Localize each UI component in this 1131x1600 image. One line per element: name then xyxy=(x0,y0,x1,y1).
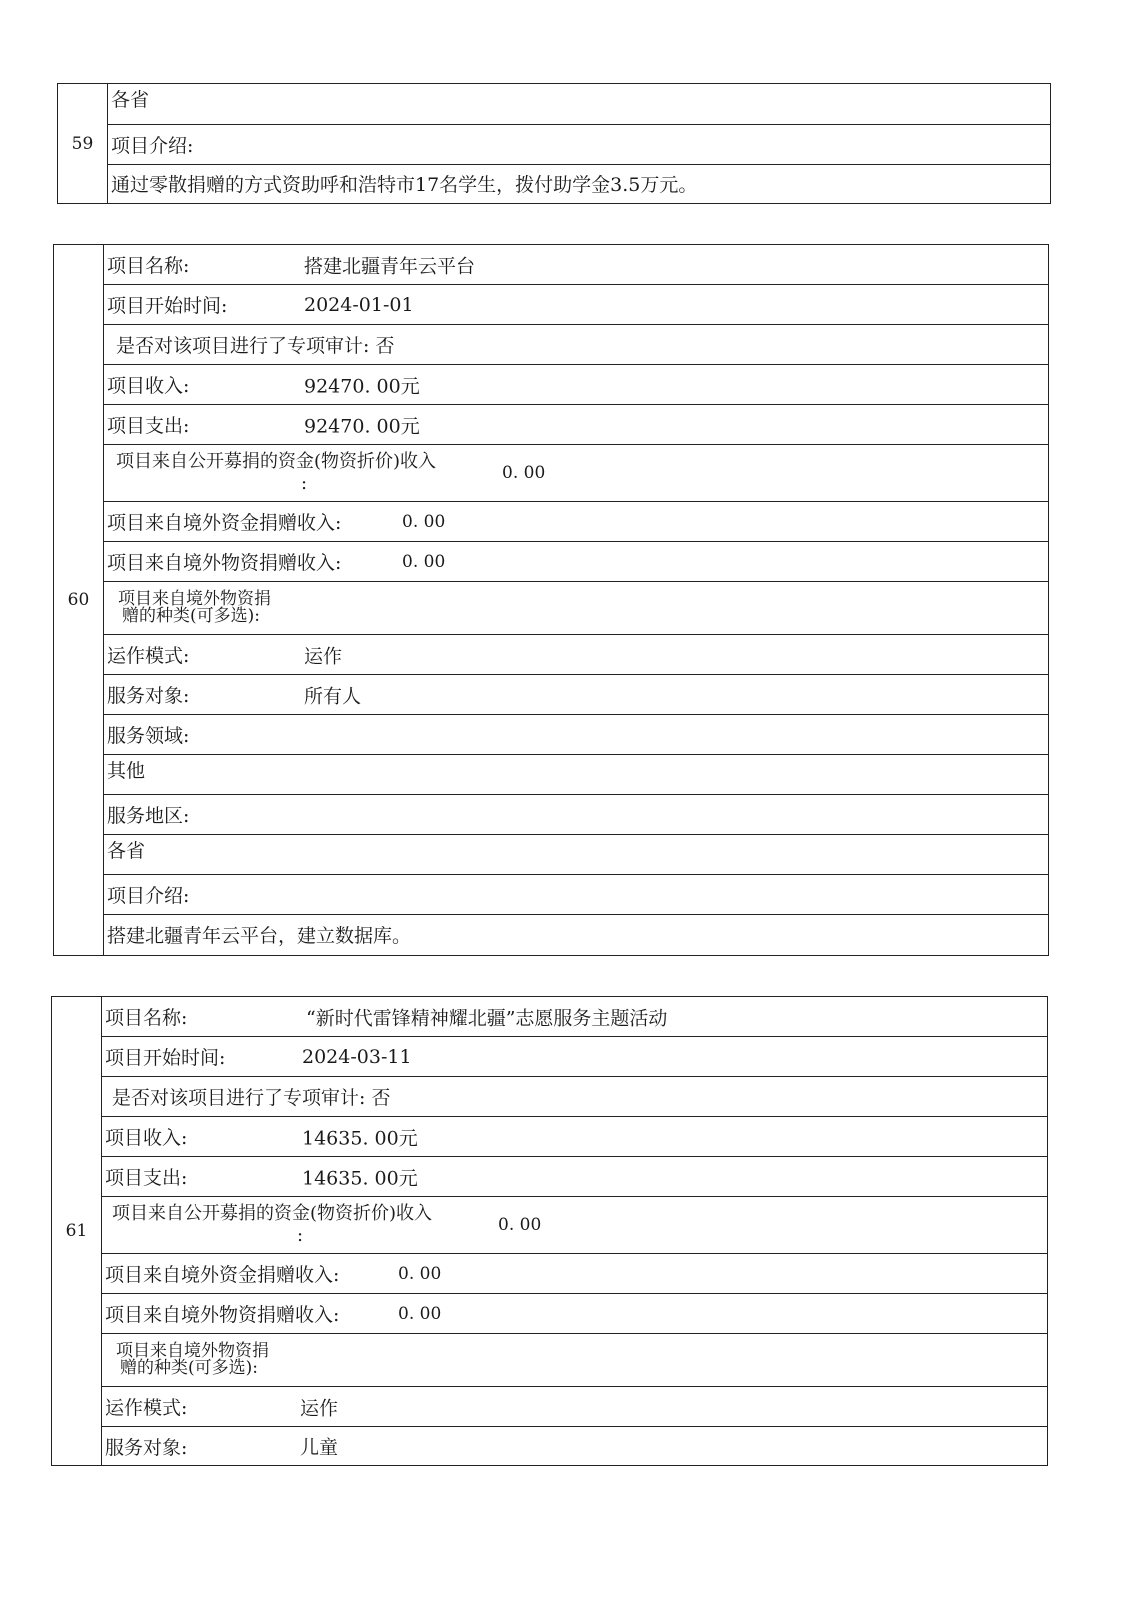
income-value: 14635. 00元 xyxy=(302,1127,418,1149)
expense-value: 92470. 00元 xyxy=(304,415,420,437)
start-time-row xyxy=(102,1037,1047,1077)
public-fund-value: 0. 00 xyxy=(498,1215,542,1235)
service-target-value: 所有人 xyxy=(304,685,362,707)
foreign-fund-value: 0. 00 xyxy=(402,511,446,532)
service-field-value-row xyxy=(104,755,1048,795)
income-label: 项目收入: xyxy=(105,1127,188,1149)
foreign-goods-row xyxy=(102,1294,1047,1334)
audit-row xyxy=(104,325,1048,365)
intro-label: 项目介绍: xyxy=(111,135,194,157)
project-61-table xyxy=(51,996,1048,1466)
audit-row xyxy=(102,1077,1047,1117)
public-fund-label: 项目来自公开募捐的资金(物资折价)收入 xyxy=(112,1203,433,1224)
project-name-value: 搭建北疆青年云平台 xyxy=(304,255,476,277)
foreign-fund-label: 项目来自境外资金捐赠收入: xyxy=(107,512,342,534)
service-region-value: 各省 xyxy=(107,840,146,862)
expense-label: 项目支出: xyxy=(107,415,190,437)
operation-mode-label: 运作模式: xyxy=(107,645,190,667)
intro-text-row xyxy=(104,915,1048,954)
intro-label-row xyxy=(108,125,1050,165)
goods-type-label-line1: 项目来自境外物资捐 xyxy=(118,589,271,609)
start-time-label: 项目开始时间: xyxy=(105,1047,226,1069)
service-field-value: 其他 xyxy=(107,760,146,782)
service-field-label: 服务领域: xyxy=(107,725,190,747)
foreign-fund-row xyxy=(104,502,1048,542)
foreign-fund-label: 项目来自境外资金捐赠收入: xyxy=(105,1264,340,1286)
goods-type-row xyxy=(104,582,1048,635)
project-number: 59 xyxy=(58,84,108,203)
service-target-row xyxy=(104,675,1048,715)
service-region-value-row xyxy=(108,84,1050,125)
project-name-label: 项目名称: xyxy=(105,1007,188,1029)
service-region-label: 服务地区: xyxy=(107,805,190,827)
public-fund-value: 0. 00 xyxy=(502,463,546,483)
expense-row xyxy=(104,405,1048,445)
service-region-value-row xyxy=(104,835,1048,875)
service-target-label: 服务对象: xyxy=(107,685,190,707)
project-name-row xyxy=(104,245,1048,285)
operation-mode-value: 运作 xyxy=(300,1397,339,1419)
operation-mode-label: 运作模式: xyxy=(105,1397,188,1419)
operation-mode-row xyxy=(104,635,1048,675)
start-time-value: 2024-03-11 xyxy=(302,1045,412,1068)
foreign-goods-value: 0. 00 xyxy=(398,1303,442,1324)
service-region-label-row xyxy=(104,795,1048,835)
project-60-table xyxy=(53,244,1049,956)
project-number: 61 xyxy=(52,997,102,1465)
goods-type-row xyxy=(102,1334,1047,1387)
project-number: 60 xyxy=(54,245,104,955)
project-name-row xyxy=(102,997,1047,1037)
service-target-label: 服务对象: xyxy=(105,1436,188,1459)
public-fund-colon: : xyxy=(301,473,308,494)
expense-value: 14635. 00元 xyxy=(302,1167,418,1189)
intro-text: 通过零散捐赠的方式资助呼和浩特市17名学生，拨付助学金3.5万元。 xyxy=(111,174,698,196)
income-label: 项目收入: xyxy=(107,375,190,397)
foreign-goods-label: 项目来自境外物资捐赠收入: xyxy=(107,552,342,574)
public-fund-colon: : xyxy=(297,1225,304,1246)
intro-label: 项目介绍: xyxy=(107,885,190,907)
public-fund-row xyxy=(104,445,1048,502)
expense-row xyxy=(102,1157,1047,1197)
service-region-value: 各省 xyxy=(111,89,150,111)
service-field-label-row xyxy=(104,715,1048,755)
audit-text: 是否对该项目进行了专项审计: 否 xyxy=(116,335,395,357)
audit-text: 是否对该项目进行了专项审计: 否 xyxy=(112,1087,391,1109)
income-row xyxy=(104,365,1048,405)
income-row xyxy=(102,1117,1047,1157)
service-target-row xyxy=(102,1427,1047,1465)
start-time-label: 项目开始时间: xyxy=(107,295,228,317)
intro-label-row xyxy=(104,875,1048,915)
project-name-label: 项目名称: xyxy=(107,255,190,277)
goods-type-label-line1: 项目来自境外物资捐 xyxy=(116,1341,269,1361)
intro-text-row xyxy=(108,165,1050,202)
project-59-table xyxy=(57,83,1051,204)
project-name-value: “新时代雷锋精神耀北疆”志愿服务主题活动 xyxy=(306,1007,668,1029)
expense-label: 项目支出: xyxy=(105,1167,188,1189)
income-value: 92470. 00元 xyxy=(304,375,420,397)
intro-text: 搭建北疆青年云平台，建立数据库。 xyxy=(107,925,412,947)
public-fund-label: 项目来自公开募捐的资金(物资折价)收入 xyxy=(116,451,437,472)
public-fund-row xyxy=(102,1197,1047,1254)
goods-type-label-line2: 赠的种类(可多选): xyxy=(120,1358,258,1378)
service-target-value: 儿童 xyxy=(300,1436,339,1459)
foreign-goods-value: 0. 00 xyxy=(402,551,446,572)
start-time-row xyxy=(104,285,1048,325)
foreign-goods-row xyxy=(104,542,1048,582)
goods-type-label-line2: 赠的种类(可多选): xyxy=(122,606,260,626)
operation-mode-value: 运作 xyxy=(304,645,343,667)
start-time-value: 2024-01-01 xyxy=(304,293,414,316)
foreign-fund-value: 0. 00 xyxy=(398,1263,442,1284)
operation-mode-row xyxy=(102,1387,1047,1427)
foreign-goods-label: 项目来自境外物资捐赠收入: xyxy=(105,1304,340,1326)
foreign-fund-row xyxy=(102,1254,1047,1294)
